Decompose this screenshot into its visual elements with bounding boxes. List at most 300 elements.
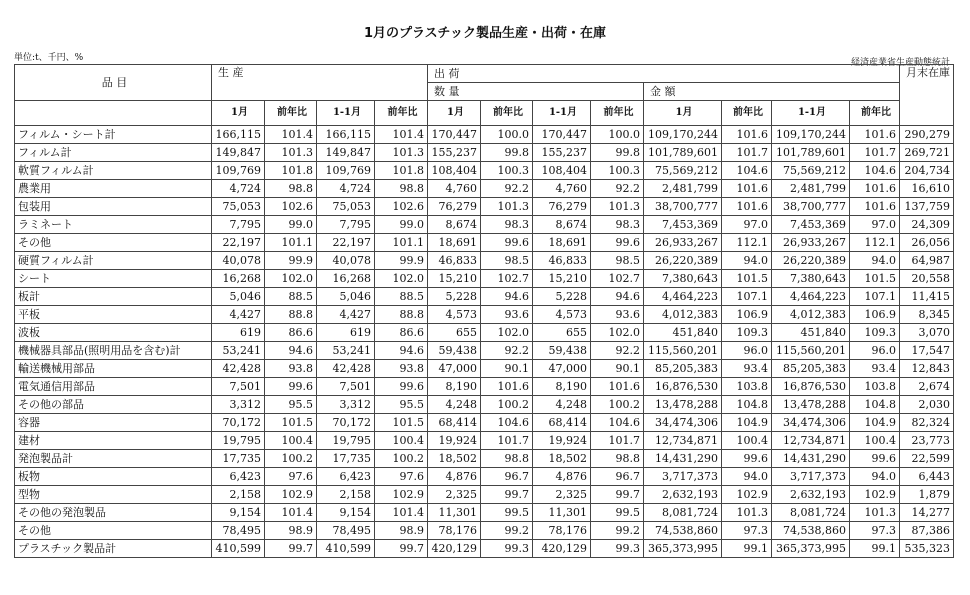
table-cell: 104.6 (481, 414, 533, 432)
table-cell: 100.2 (591, 396, 644, 414)
table-row (15, 288, 954, 306)
table-cell: 14,431,290 (644, 450, 722, 468)
table-cell: 26,056 (900, 234, 954, 252)
table-cell: 99.6 (722, 450, 772, 468)
table-cell: 17,735 (317, 450, 375, 468)
table-cell: 7,380,643 (772, 270, 850, 288)
table-cell: 101.4 (375, 126, 428, 144)
table-cell: 68,414 (428, 414, 481, 432)
row-label: 発泡製品計 (15, 450, 212, 468)
table-cell: 90.1 (481, 360, 533, 378)
header-item-blank (15, 101, 212, 126)
table-cell: 34,474,306 (644, 414, 722, 432)
table-cell: 78,495 (212, 522, 265, 540)
table-cell: 106.9 (850, 306, 900, 324)
table-cell: 365,373,995 (772, 540, 850, 558)
table-cell: 2,325 (533, 486, 591, 504)
table-cell: 102.9 (265, 486, 317, 504)
row-label: シート (15, 270, 212, 288)
table-cell: 170,447 (428, 126, 481, 144)
table-cell: 94.0 (850, 468, 900, 486)
table-cell: 100.4 (375, 432, 428, 450)
table-cell: 92.2 (481, 180, 533, 198)
table-cell: 109.3 (850, 324, 900, 342)
table-cell: 47,000 (428, 360, 481, 378)
table-cell: 18,691 (533, 234, 591, 252)
table-cell: 99.5 (481, 504, 533, 522)
table-cell: 99.7 (591, 486, 644, 504)
table-cell: 4,427 (317, 306, 375, 324)
table-cell: 4,248 (428, 396, 481, 414)
table-cell: 59,438 (428, 342, 481, 360)
table-cell: 4,724 (212, 180, 265, 198)
table-cell: 16,876,530 (644, 378, 722, 396)
table-cell: 101.6 (850, 198, 900, 216)
row-label: 電気通信用部品 (15, 378, 212, 396)
table-cell: 8,674 (428, 216, 481, 234)
table-cell: 99.7 (481, 486, 533, 504)
table-cell: 68,414 (533, 414, 591, 432)
table-cell: 26,220,389 (644, 252, 722, 270)
table-cell: 99.7 (375, 540, 428, 558)
table-cell: 93.4 (850, 360, 900, 378)
table-cell: 98.5 (591, 252, 644, 270)
table-row (15, 216, 954, 234)
header-amt-yoy2: 前年比 (850, 101, 900, 126)
table-cell: 451,840 (644, 324, 722, 342)
source-note: 経済産業省生産動態統計 (850, 58, 950, 68)
table-cell: 8,190 (428, 378, 481, 396)
table-cell: 97.0 (722, 216, 772, 234)
table-cell: 290,279 (900, 126, 954, 144)
table-cell: 100.0 (591, 126, 644, 144)
table-row (15, 378, 954, 396)
table-cell: 78,176 (533, 522, 591, 540)
table-cell: 2,325 (428, 486, 481, 504)
table-cell: 103.8 (850, 378, 900, 396)
table-cell: 204,734 (900, 162, 954, 180)
table-cell: 4,464,223 (644, 288, 722, 306)
row-label: ラミネート (15, 216, 212, 234)
table-cell: 101.1 (265, 234, 317, 252)
table-cell: 18,691 (428, 234, 481, 252)
table-cell: 16,268 (317, 270, 375, 288)
table-cell: 78,176 (428, 522, 481, 540)
table-cell: 99.7 (265, 540, 317, 558)
table-cell: 99.6 (265, 378, 317, 396)
header-prod-janjan: 1-1月 (317, 101, 375, 126)
table-cell: 2,158 (317, 486, 375, 504)
table-cell: 6,423 (317, 468, 375, 486)
table-cell: 23,773 (900, 432, 954, 450)
table-cell: 75,569,212 (772, 162, 850, 180)
table-cell: 97.6 (265, 468, 317, 486)
header-item: 品 目 (15, 65, 212, 101)
table-body (15, 126, 954, 558)
table-cell: 99.6 (850, 450, 900, 468)
table-cell: 102.9 (722, 486, 772, 504)
table-cell: 99.8 (591, 144, 644, 162)
table-cell: 93.4 (722, 360, 772, 378)
table-cell: 75,053 (212, 198, 265, 216)
table-cell: 104.6 (591, 414, 644, 432)
table-cell: 98.8 (481, 450, 533, 468)
table-row (15, 486, 954, 504)
table-cell: 101.3 (375, 144, 428, 162)
table-cell: 82,324 (900, 414, 954, 432)
row-label: その他 (15, 522, 212, 540)
table-cell: 619 (212, 324, 265, 342)
table-cell: 102.9 (375, 486, 428, 504)
table-cell: 93.6 (591, 306, 644, 324)
table-cell: 64,987 (900, 252, 954, 270)
table-cell: 4,573 (533, 306, 591, 324)
table-cell: 6,443 (900, 468, 954, 486)
table-cell: 99.6 (591, 234, 644, 252)
table-cell: 3,717,373 (772, 468, 850, 486)
table-cell: 101.4 (265, 126, 317, 144)
row-label: 板計 (15, 288, 212, 306)
table-cell: 101.5 (265, 414, 317, 432)
table-cell: 155,237 (533, 144, 591, 162)
table-cell: 170,447 (533, 126, 591, 144)
table-cell: 70,172 (212, 414, 265, 432)
table-cell: 137,759 (900, 198, 954, 216)
table-row (15, 306, 954, 324)
table-cell: 98.3 (591, 216, 644, 234)
table-cell: 99.9 (375, 252, 428, 270)
table-cell: 101.6 (722, 198, 772, 216)
table-cell: 98.9 (265, 522, 317, 540)
table-cell: 22,197 (317, 234, 375, 252)
table-cell: 16,610 (900, 180, 954, 198)
table-cell: 100.4 (850, 432, 900, 450)
table-row (15, 414, 954, 432)
table-cell: 100.0 (481, 126, 533, 144)
table-cell: 5,046 (212, 288, 265, 306)
table-cell: 76,279 (428, 198, 481, 216)
table-row (15, 144, 954, 162)
header-qty-yoy2: 前年比 (591, 101, 644, 126)
table-row (15, 396, 954, 414)
table-cell: 3,717,373 (644, 468, 722, 486)
table-cell: 85,205,383 (644, 360, 722, 378)
table-cell: 46,833 (428, 252, 481, 270)
table-cell: 99.1 (722, 540, 772, 558)
table-cell: 100.2 (375, 450, 428, 468)
table-cell: 109,769 (317, 162, 375, 180)
table-cell: 109,769 (212, 162, 265, 180)
table-cell: 104.8 (722, 396, 772, 414)
table-cell: 98.8 (265, 180, 317, 198)
table-cell: 109.3 (722, 324, 772, 342)
table-cell: 410,599 (212, 540, 265, 558)
table-cell: 26,933,267 (772, 234, 850, 252)
table-cell: 95.5 (265, 396, 317, 414)
table-cell: 100.4 (722, 432, 772, 450)
table-cell: 47,000 (533, 360, 591, 378)
table-cell: 7,453,369 (772, 216, 850, 234)
table-cell: 12,734,871 (772, 432, 850, 450)
table-cell: 99.3 (591, 540, 644, 558)
table-cell: 102.0 (375, 270, 428, 288)
table-cell: 104.9 (850, 414, 900, 432)
table-cell: 108,404 (428, 162, 481, 180)
table-cell: 4,427 (212, 306, 265, 324)
table-cell: 53,241 (212, 342, 265, 360)
table-cell: 101.1 (375, 234, 428, 252)
table-cell: 99.9 (265, 252, 317, 270)
table-cell: 655 (533, 324, 591, 342)
table-row (15, 504, 954, 522)
table-row (15, 540, 954, 558)
table-cell: 94.6 (265, 342, 317, 360)
table-cell: 101.6 (591, 378, 644, 396)
table-cell: 26,933,267 (644, 234, 722, 252)
table-cell: 99.5 (591, 504, 644, 522)
table-cell: 92.2 (481, 342, 533, 360)
table-cell: 8,674 (533, 216, 591, 234)
table-cell: 26,220,389 (772, 252, 850, 270)
table-cell: 2,030 (900, 396, 954, 414)
table-cell: 101.5 (375, 414, 428, 432)
table-cell: 101.6 (850, 126, 900, 144)
table-cell: 101.3 (850, 504, 900, 522)
row-label: 容器 (15, 414, 212, 432)
table-cell: 86.6 (375, 324, 428, 342)
table-cell: 76,279 (533, 198, 591, 216)
table-cell: 7,795 (317, 216, 375, 234)
table-row (15, 360, 954, 378)
table-cell: 102.0 (481, 324, 533, 342)
table-cell: 96.0 (722, 342, 772, 360)
table-cell: 4,464,223 (772, 288, 850, 306)
table-cell: 94.6 (375, 342, 428, 360)
row-label: その他の発泡製品 (15, 504, 212, 522)
table-cell: 101,789,601 (644, 144, 722, 162)
table-cell: 99.6 (375, 378, 428, 396)
table-cell: 7,501 (212, 378, 265, 396)
row-label: その他の部品 (15, 396, 212, 414)
table-row (15, 234, 954, 252)
table-cell: 410,599 (317, 540, 375, 558)
table-cell: 5,046 (317, 288, 375, 306)
row-label: 軟質フィルム計 (15, 162, 212, 180)
table-cell: 269,721 (900, 144, 954, 162)
table-cell: 101.3 (265, 144, 317, 162)
table-row (15, 162, 954, 180)
table-cell: 7,795 (212, 216, 265, 234)
header-production: 生 産 (212, 65, 428, 101)
table-cell: 99.2 (481, 522, 533, 540)
table-cell: 104.9 (722, 414, 772, 432)
table-cell: 104.8 (850, 396, 900, 414)
table-cell: 102.0 (265, 270, 317, 288)
table-cell: 149,847 (212, 144, 265, 162)
table-cell: 420,129 (533, 540, 591, 558)
row-label: 建材 (15, 432, 212, 450)
table-cell: 451,840 (772, 324, 850, 342)
table-cell: 101.7 (591, 432, 644, 450)
table-cell: 99.8 (481, 144, 533, 162)
table-cell: 19,924 (428, 432, 481, 450)
table-cell: 97.0 (850, 216, 900, 234)
header-quantity: 数 量 (428, 83, 644, 101)
table-cell: 112.1 (722, 234, 772, 252)
table-cell: 101.6 (722, 180, 772, 198)
table-cell: 101,789,601 (772, 144, 850, 162)
table-cell: 5,228 (533, 288, 591, 306)
table-cell: 94.6 (591, 288, 644, 306)
table-row (15, 522, 954, 540)
table-cell: 101.7 (722, 144, 772, 162)
table-cell: 104.6 (722, 162, 772, 180)
table-row (15, 324, 954, 342)
table-cell: 88.8 (265, 306, 317, 324)
table-cell: 40,078 (212, 252, 265, 270)
table-cell: 104.6 (850, 162, 900, 180)
row-label: 輸送機械用部品 (15, 360, 212, 378)
table-cell: 8,345 (900, 306, 954, 324)
table-cell: 655 (428, 324, 481, 342)
table-cell: 14,431,290 (772, 450, 850, 468)
table-row (15, 468, 954, 486)
table-cell: 109,170,244 (644, 126, 722, 144)
header-amt-jan: 1月 (644, 101, 722, 126)
table-cell: 101.5 (850, 270, 900, 288)
unit-note: 単位:t、千円、% (14, 53, 84, 63)
table-cell: 101.3 (722, 504, 772, 522)
table-cell: 109,170,244 (772, 126, 850, 144)
header-amount: 金 額 (644, 83, 900, 101)
row-label: 型物 (15, 486, 212, 504)
table-cell: 7,501 (317, 378, 375, 396)
table-cell: 101.6 (722, 126, 772, 144)
table-cell: 99.1 (850, 540, 900, 558)
table-cell: 102.6 (375, 198, 428, 216)
table-cell: 11,301 (428, 504, 481, 522)
table-cell: 6,423 (212, 468, 265, 486)
header-amt-yoy: 前年比 (722, 101, 772, 126)
table-cell: 101.6 (850, 180, 900, 198)
table-cell: 101.8 (265, 162, 317, 180)
table-row (15, 450, 954, 468)
table-cell: 100.3 (481, 162, 533, 180)
table-cell: 8,081,724 (644, 504, 722, 522)
table-cell: 40,078 (317, 252, 375, 270)
table-cell: 19,795 (317, 432, 375, 450)
table-cell: 4,724 (317, 180, 375, 198)
table-cell: 86.6 (265, 324, 317, 342)
table-cell: 15,210 (533, 270, 591, 288)
table-cell: 106.9 (722, 306, 772, 324)
table-cell: 4,876 (533, 468, 591, 486)
table-cell: 96.7 (591, 468, 644, 486)
table-cell: 100.2 (265, 450, 317, 468)
table-cell: 92.2 (591, 180, 644, 198)
table-cell: 97.6 (375, 468, 428, 486)
table-cell: 4,248 (533, 396, 591, 414)
table-cell: 102.7 (481, 270, 533, 288)
table-cell: 88.5 (375, 288, 428, 306)
table-cell: 96.7 (481, 468, 533, 486)
table-cell: 78,495 (317, 522, 375, 540)
table-cell: 5,228 (428, 288, 481, 306)
table-cell: 9,154 (317, 504, 375, 522)
table-cell: 101.4 (375, 504, 428, 522)
table-cell: 13,478,288 (772, 396, 850, 414)
table-cell: 11,415 (900, 288, 954, 306)
row-label: 農業用 (15, 180, 212, 198)
table-cell: 2,481,799 (772, 180, 850, 198)
table-cell: 14,277 (900, 504, 954, 522)
table-cell: 100.2 (481, 396, 533, 414)
table-cell: 93.8 (265, 360, 317, 378)
table-cell: 85,205,383 (772, 360, 850, 378)
table-row (15, 252, 954, 270)
table-cell: 12,734,871 (644, 432, 722, 450)
row-label: フィルム計 (15, 144, 212, 162)
table-cell: 4,012,383 (644, 306, 722, 324)
page-title: 1月のプラスチック製品生産・出荷・在庫 (363, 26, 606, 41)
table-cell: 8,081,724 (772, 504, 850, 522)
table-cell: 74,538,860 (772, 522, 850, 540)
table-cell: 22,599 (900, 450, 954, 468)
row-label: 機械器具部品(照明用品を含む)計 (15, 342, 212, 360)
table-cell: 13,478,288 (644, 396, 722, 414)
table-cell: 75,569,212 (644, 162, 722, 180)
header-prod-yoy2: 前年比 (375, 101, 428, 126)
table-cell: 99.6 (481, 234, 533, 252)
table-cell: 7,453,369 (644, 216, 722, 234)
table-cell: 98.5 (481, 252, 533, 270)
table-cell: 3,312 (212, 396, 265, 414)
table-cell: 18,502 (428, 450, 481, 468)
table-cell: 19,924 (533, 432, 591, 450)
table-cell: 9,154 (212, 504, 265, 522)
header-amt-janjan: 1-1月 (772, 101, 850, 126)
table-cell: 99.0 (375, 216, 428, 234)
table-cell: 98.3 (481, 216, 533, 234)
table-cell: 95.5 (375, 396, 428, 414)
table-cell: 7,380,643 (644, 270, 722, 288)
table-cell: 107.1 (722, 288, 772, 306)
row-label: プラスチック製品計 (15, 540, 212, 558)
row-label: 波板 (15, 324, 212, 342)
table-cell: 42,428 (212, 360, 265, 378)
table-cell: 101.8 (375, 162, 428, 180)
table-cell: 101.6 (481, 378, 533, 396)
table-cell: 98.9 (375, 522, 428, 540)
table-row (15, 126, 954, 144)
table-row (15, 342, 954, 360)
header-qty-jan: 1月 (428, 101, 481, 126)
table-cell: 70,172 (317, 414, 375, 432)
table-cell: 96.0 (850, 342, 900, 360)
table-cell: 94.0 (722, 468, 772, 486)
table-cell: 34,474,306 (772, 414, 850, 432)
table-row (15, 180, 954, 198)
table-cell: 88.8 (375, 306, 428, 324)
table-cell: 2,632,193 (772, 486, 850, 504)
table-cell: 619 (317, 324, 375, 342)
table-cell: 100.4 (265, 432, 317, 450)
header-prod-yoy: 前年比 (265, 101, 317, 126)
table-cell: 3,312 (317, 396, 375, 414)
table-cell: 94.6 (481, 288, 533, 306)
table-cell: 101.3 (591, 198, 644, 216)
row-label: 板物 (15, 468, 212, 486)
